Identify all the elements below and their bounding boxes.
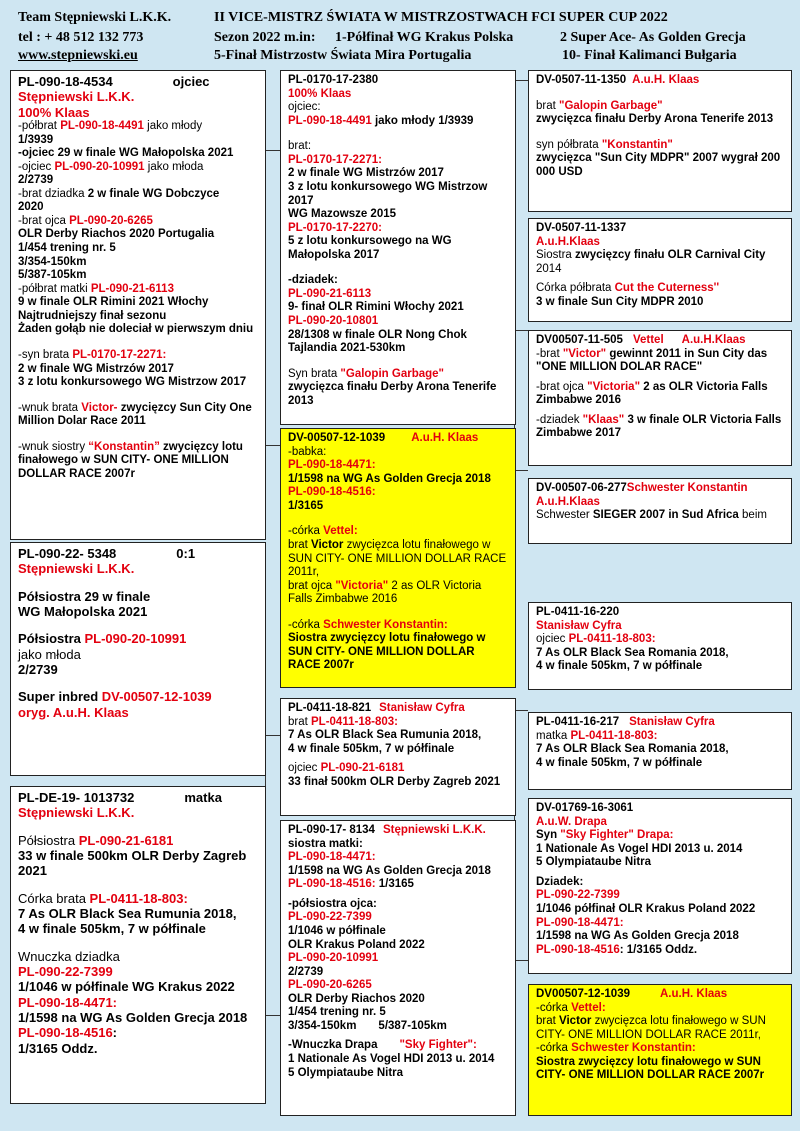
text: -dziadek	[536, 413, 583, 426]
text: brat ojca	[288, 579, 336, 592]
text: -córka	[536, 1042, 572, 1055]
ancestor-card-2[interactable]	[528, 218, 792, 322]
text: -brat	[536, 347, 563, 360]
ancestor-card-3[interactable]	[528, 330, 792, 466]
header-tel: tel : + 48 512 132 773	[18, 30, 144, 45]
text: zwycięzca lotu finałowego w SUN CITY- ONE MILLION DOLLAR RACE 2011r,	[536, 1015, 766, 1041]
text: 2 as OLR Victoria Falls Zimbabwe 2016	[288, 579, 482, 606]
connector-line	[514, 80, 528, 81]
text: -ojciec	[18, 160, 55, 173]
text: : 1/3165 Oddz.	[619, 943, 698, 956]
text: 5/387-105km	[378, 1019, 447, 1032]
text: 2 w finale WG Mistrzów 2017	[288, 167, 444, 180]
text: 1/3939	[18, 133, 54, 146]
text: Córka półbrata	[536, 282, 615, 295]
connector-line	[265, 150, 281, 151]
text: Półsiostra 29 w finale	[18, 588, 151, 604]
text: Dziadek:	[536, 875, 584, 888]
text: brat:	[288, 140, 312, 153]
text: Siostra zwycięzcy lotu finałowego w SUN CITY- ONE MILLION DOLLAR RACE 2007r	[536, 1055, 765, 1082]
text: jako młody 1/3939	[371, 114, 474, 127]
text: ojciec:	[288, 101, 321, 114]
text: syn półbrata	[536, 138, 602, 151]
maternal-grandmother-card[interactable]	[280, 820, 516, 1116]
owner: Stępniewski L.K.K.	[18, 89, 135, 105]
text: 33 finał 500km OLR Derby Zagreb 2021	[288, 775, 501, 788]
text: Siostra	[536, 249, 575, 262]
text: beim	[738, 509, 767, 522]
text: 3 z lotu konkursowego WG Mistrzow 2017	[288, 180, 488, 207]
text: -półbrat matki	[18, 282, 91, 295]
ring-ref: PL-0170-17-2271:	[288, 153, 382, 166]
ring-ref: PL-0411-18-803:	[89, 890, 188, 906]
text: brat	[536, 99, 560, 112]
text: OLR Derby Riachos 2020 Portugalia	[18, 228, 215, 241]
text: zwycięzca lotu finałowego w SUN CITY- ONE MILLION DOLLAR RACE 2011r,	[288, 538, 507, 579]
ring-ref: PL-090-22-7399	[18, 963, 113, 979]
text: oryg. A.u.H. Klaas	[18, 704, 129, 720]
ring-ref: PL-0170-17-2270:	[288, 221, 382, 234]
role-label: ojciec	[172, 74, 210, 89]
text: -dziadek:	[288, 274, 338, 287]
text: -Wnuczka Drapa	[288, 1039, 378, 1052]
text: 1/454 trening nr. 5	[18, 242, 116, 255]
breed-label: 100% Klaas	[18, 104, 90, 120]
text: SIEGER 2007 in Sud Africa	[592, 509, 739, 522]
breed-label: 100% Klaas	[288, 87, 352, 100]
text: -wnuk siostry	[18, 440, 89, 453]
text: brat	[288, 538, 312, 551]
text: 1/1046 w półfinale	[288, 924, 386, 937]
owner: Stępniewski L.K.K.	[18, 805, 135, 821]
ring-ref: "Sky Fighter" Drapa:	[560, 829, 674, 842]
text: -brat dziadka	[18, 187, 88, 200]
text: Syn	[536, 829, 561, 842]
owner: Stanisław Cyfra	[379, 702, 465, 714]
text: Syn brata	[288, 367, 341, 380]
ring-ref: PL-090-20-6265	[288, 979, 372, 992]
text: 1/3165	[375, 878, 414, 891]
connector-line	[514, 330, 528, 331]
owner: A.u.H.Klaas	[536, 495, 600, 508]
text: 4 w finale 505km, 7 w półfinale	[536, 660, 703, 673]
text: 5 z lotu konkursowego na WG Małopolska 2017	[288, 235, 452, 261]
text: 9- finał OLR Rimini Włochy 2021	[288, 301, 464, 314]
paternal-grandmother-card[interactable]	[280, 428, 516, 688]
text: 1 Nationale As Vogel HDI 2013 u. 2014	[288, 1053, 495, 1065]
team-name: Team Stępniewski L.K.K.	[18, 10, 172, 25]
owner: A.u.W. Drapa	[536, 815, 607, 828]
text: 1/1598 na WG As Golden Grecja 2018	[536, 930, 739, 943]
header-result-10: 10- Finał Kalimanci Bułgaria	[562, 48, 737, 63]
text: 1 Nationale As Vogel HDI 2013 u. 2014	[536, 842, 743, 855]
owner: Stępniewski L.K.K.	[18, 561, 135, 577]
ring-ref: PL-090-20-6265	[69, 214, 153, 227]
text: -półbrat	[18, 119, 61, 132]
ring-number: DV-0507-11-1350	[536, 74, 627, 86]
text: -córka	[536, 1001, 572, 1014]
text: 2020	[18, 201, 44, 214]
text: 2014	[536, 262, 562, 275]
text: 9 w finale OLR Rimini 2021 Włochy	[18, 296, 209, 309]
ring-ref: PL-090-18-4491	[288, 114, 372, 127]
header	[0, 0, 800, 66]
ancestor-card-5[interactable]	[528, 602, 792, 690]
ring-number: DV-0507-11-1337	[536, 222, 627, 234]
connector-line	[265, 1015, 281, 1016]
text: OLR Krakus Poland 2022	[288, 938, 425, 951]
ring-ref: "Victoria"	[335, 579, 389, 592]
ring-ref: Vettel:	[323, 525, 358, 538]
ring-ref: PL-0411-18-803:	[568, 633, 656, 646]
ring-ref: "Victor"	[562, 347, 607, 360]
text: Schwester	[536, 509, 593, 522]
text: 2/2739	[18, 661, 58, 677]
ring-ref: "Sky Fighter":	[399, 1039, 477, 1052]
text: Półsiostra	[18, 631, 85, 647]
ring-ref: PL-090-21-6113	[288, 287, 372, 300]
ring-ref: "Victoria"	[587, 380, 641, 393]
ancestor-card-6[interactable]	[528, 712, 792, 790]
ring-ref: PL-090-18-4471:	[288, 459, 376, 472]
ring-ref: Vettel:	[571, 1001, 606, 1014]
ring-ref: PL-090-20-10991	[54, 160, 145, 173]
ring-ref: PL-090-20-10991	[84, 631, 187, 647]
owner: Stanisław Cyfra	[629, 716, 715, 728]
connector-line	[514, 960, 528, 961]
ring-number: PL-0411-16-220	[536, 606, 620, 618]
text: 7 As OLR Black Sea Romania 2018,	[536, 646, 729, 659]
text: 3 z lotu konkursowego WG Mistrzow 2017	[18, 376, 247, 389]
text: 2/2739	[18, 174, 54, 187]
website-link[interactable]: www.stepniewski.eu	[18, 48, 138, 63]
text: ojciec	[536, 633, 569, 646]
text: 5 Olympiataube Nitra	[536, 856, 652, 869]
ring-ref: PL-090-21-6113	[90, 282, 174, 295]
text: :	[112, 1025, 118, 1041]
text: -brat ojca	[536, 380, 588, 393]
text: 2/2739	[288, 965, 324, 978]
ring-number: PL-090-22- 5348	[18, 546, 117, 561]
half-sister-card[interactable]	[10, 542, 266, 776]
text: WG Mazowsze 2015	[288, 208, 397, 221]
mother-card[interactable]	[10, 786, 266, 1104]
ring-ref: Schwester Konstantin:	[323, 618, 448, 631]
text: -córka	[288, 618, 324, 631]
ring-ref: PL-090-18-4491	[60, 119, 144, 132]
text: zwycięzca "Sun City MDPR" 2007 wygrał 200 000 USD	[536, 152, 781, 178]
text: 1/1046 półfinał OLR Krakus Poland 2022	[536, 902, 756, 915]
owner: A.u.H. Klaas	[632, 74, 700, 86]
ring-number: PL-0411-16-217	[536, 716, 620, 728]
paternal-grandfather-card[interactable]	[280, 70, 516, 425]
ring-number: DV00507-11-505	[536, 334, 623, 346]
text: 33 w finale 500km OLR Derby Zagreb 2021	[18, 847, 247, 879]
owner: A.u.H.Klaas	[681, 334, 746, 346]
text: 1/3165	[288, 499, 324, 512]
text: 7 As OLR Black Sea Romania 2018,	[536, 743, 729, 756]
text: zwycięzcy Sun City One Million Dolar Race 2011	[18, 401, 252, 428]
ring-number: PL-0170-17-2380	[288, 74, 379, 86]
text: 3/354-150km	[18, 255, 87, 268]
text: 5/387-105km	[18, 269, 87, 282]
header-result-1: 1-Półfinał WG Krakus Polska	[335, 30, 514, 45]
text: Siostra zwycięzcy lotu finałowego w SUN CITY- ONE MILLION DOLLAR RACE 2007r	[288, 632, 486, 672]
ring-ref: Victor-	[81, 401, 118, 414]
text: brat	[536, 1015, 560, 1028]
text: WG Małopolska 2021	[18, 603, 148, 619]
ring-number: PL-0411-18-821	[288, 702, 372, 714]
text: jako młoda	[144, 160, 204, 173]
ring-ref: DV-00507-12-1039	[101, 689, 212, 705]
ring-ref: "Galopin Garbage"	[340, 367, 444, 380]
owner: A.u.H.Klaas	[536, 235, 600, 248]
text: Półsiostra	[18, 832, 79, 848]
ring-ref: PL-090-18-4516:	[288, 878, 376, 891]
text: 4 w finale 505km, 7 w półfinale	[18, 921, 206, 937]
text: 4 w finale 505km, 7 w półfinale	[536, 756, 703, 769]
owner: A.u.H. Klaas	[411, 432, 479, 444]
ancestor-card-1[interactable]	[528, 70, 792, 212]
text: gewinnt 2011 in Sun City das "ONE MILLION DOLAR RACE"	[536, 347, 768, 374]
text: jako młody	[143, 119, 203, 132]
text: Victor	[559, 1015, 592, 1028]
text: Najtrudniejszy finał sezonu	[18, 309, 167, 322]
text: 2 as OLR Victoria Falls Zimbabwe 2016	[536, 380, 768, 407]
text: -syn brata	[18, 348, 73, 361]
text: 1/1046 w półfinale WG Krakus 2022	[18, 979, 235, 995]
ring-ref: PL-090-21-6181	[78, 832, 174, 848]
text: -wnuk brata	[18, 401, 82, 414]
text: zwycięzca finału Derby Arona Tenerife 2013	[288, 381, 497, 407]
header-result-5: 5-Finał Mistrzostw Świata Mira Portugalia	[214, 48, 472, 63]
text: Córka brata	[18, 890, 90, 906]
text: 2 w finale WG Dobczyce	[87, 187, 220, 200]
ring-ref: PL-090-20-10991	[288, 952, 379, 965]
ancestor-card-7[interactable]	[528, 798, 792, 974]
text: Super inbred	[18, 689, 102, 705]
ring-ref: “Konstantin”	[88, 440, 160, 453]
text: 1/3165 Oddz.	[18, 1040, 98, 1056]
maternal-grandfather-card[interactable]	[280, 698, 516, 816]
ring-number: DV-01769-16-3061	[536, 802, 634, 814]
text: 3 w finale Sun City MDPR 2010	[536, 295, 704, 308]
text: -córka	[288, 525, 324, 538]
text: -babka:	[288, 445, 327, 458]
text: 28/1308 w finale OLR Nong Chok Tajlandia 2021-530km	[288, 328, 467, 355]
score: 0:1	[176, 546, 196, 561]
text: -półsiostra ojca:	[288, 897, 377, 910]
ring-number: DV-00507-06-277	[536, 482, 627, 494]
ancestor-card-8[interactable]	[528, 984, 792, 1116]
text: 3 w finale OLR Victoria Falls Zimbabwe 2017	[536, 413, 782, 440]
owner: Vettel	[632, 334, 664, 346]
header-title: II VICE-MISTRZ ŚWIATA W MISTRZOSTWACH FCI SUPER CUP 2022	[214, 10, 668, 25]
text: 1/1598 na WG As Golden Grecja 2018	[288, 864, 491, 877]
ring-ref: PL-0411-18-803:	[570, 729, 658, 742]
ring-number: PL-090-18-4534	[18, 74, 113, 89]
connector-line	[265, 445, 281, 446]
ring-ref: PL-090-22-7399	[536, 889, 620, 902]
text: 3/354-150km	[288, 1019, 357, 1032]
connector-line	[514, 710, 528, 711]
text: Żaden gołąb nie doleciał w pierwszym dniu	[18, 323, 254, 336]
text: Wnuczka dziadka	[18, 948, 120, 964]
text: zwycięzcy finału OLR Carnival City	[575, 249, 766, 262]
text: jako młoda	[18, 646, 81, 662]
connector-line	[265, 735, 281, 736]
ancestor-card-4[interactable]	[528, 478, 792, 544]
text: 5 Olympiataube Nitra	[288, 1066, 404, 1079]
text: 1/454 trening nr. 5	[288, 1006, 386, 1019]
text: matka	[536, 729, 571, 742]
ring-number: PL-090-17- 8134	[288, 824, 375, 836]
role-label: matka	[184, 790, 222, 805]
ring-ref: PL-090-18-4516	[536, 943, 620, 956]
ring-ref: Schwester Konstantin:	[571, 1042, 696, 1055]
text: 2 w finale WG Mistrzów 2017	[18, 362, 174, 375]
text: 4 w finale 505km, 7 w półfinale	[288, 742, 455, 755]
ring-number: PL-DE-19- 1013732	[18, 790, 135, 805]
text: OLR Derby Riachos 2020	[288, 992, 425, 1005]
ring-ref: PL-0170-17-2271:	[72, 348, 167, 361]
text: zwycięzcy lotu finałowego w SUN CITY- ONE MILLION DOLLAR RACE 2007r	[18, 440, 243, 480]
text: 7 As OLR Black Sea Rumunia 2018,	[18, 905, 237, 921]
header-season: Sezon 2022 m.in:	[214, 30, 316, 45]
text: brat	[288, 715, 312, 728]
ring-ref: "Klaas"	[582, 413, 625, 426]
owner: Stępniewski L.K.K.	[382, 824, 486, 836]
ring-ref: "Galopin Garbage"	[559, 99, 663, 112]
text: siostra matki:	[288, 837, 363, 850]
owner: A.u.H. Klaas	[660, 988, 728, 1000]
ring-number: DV-00507-12-1039	[288, 432, 386, 444]
ring-ref: PL-090-18-4471:	[18, 994, 117, 1010]
ring-number: DV00507-12-1039	[536, 988, 630, 1000]
owner: Stanisław Cyfra	[536, 619, 622, 632]
ring-ref: PL-090-18-4516	[18, 1025, 113, 1041]
text: 1/1598 na WG As Golden Grecja 2018	[18, 1009, 248, 1025]
ring-ref: PL-090-18-4516:	[288, 486, 376, 499]
ring-ref: PL-0411-18-803:	[311, 715, 398, 728]
text: ojciec	[288, 762, 321, 775]
ring-ref: PL-090-18-4471:	[288, 851, 376, 864]
ring-ref: "Konstantin"	[601, 138, 673, 151]
owner: Schwester Konstantin	[626, 482, 748, 494]
text: -brat ojca	[18, 214, 70, 227]
text: zwycięzca finału Derby Arona Tenerife 2013	[536, 113, 774, 126]
ring-ref: Cut the Cuterness''	[614, 282, 720, 295]
text: Victor	[311, 538, 344, 551]
text: 7 As OLR Black Sea Rumunia 2018,	[288, 729, 482, 742]
text: -ojciec 29 w finale WG Małopolska 2021	[18, 147, 234, 160]
ring-ref: PL-090-18-4471:	[536, 916, 624, 929]
connector-line	[514, 470, 528, 471]
ring-ref: PL-090-22-7399	[288, 911, 372, 924]
father-card[interactable]	[10, 70, 266, 540]
ring-ref: PL-090-21-6181	[320, 762, 405, 775]
text: 1/1598 na WG As Golden Grecja 2018	[288, 472, 491, 485]
ring-ref: PL-090-20-10801	[288, 315, 379, 327]
header-result-2: 2 Super Ace- As Golden Grecja	[560, 30, 746, 45]
